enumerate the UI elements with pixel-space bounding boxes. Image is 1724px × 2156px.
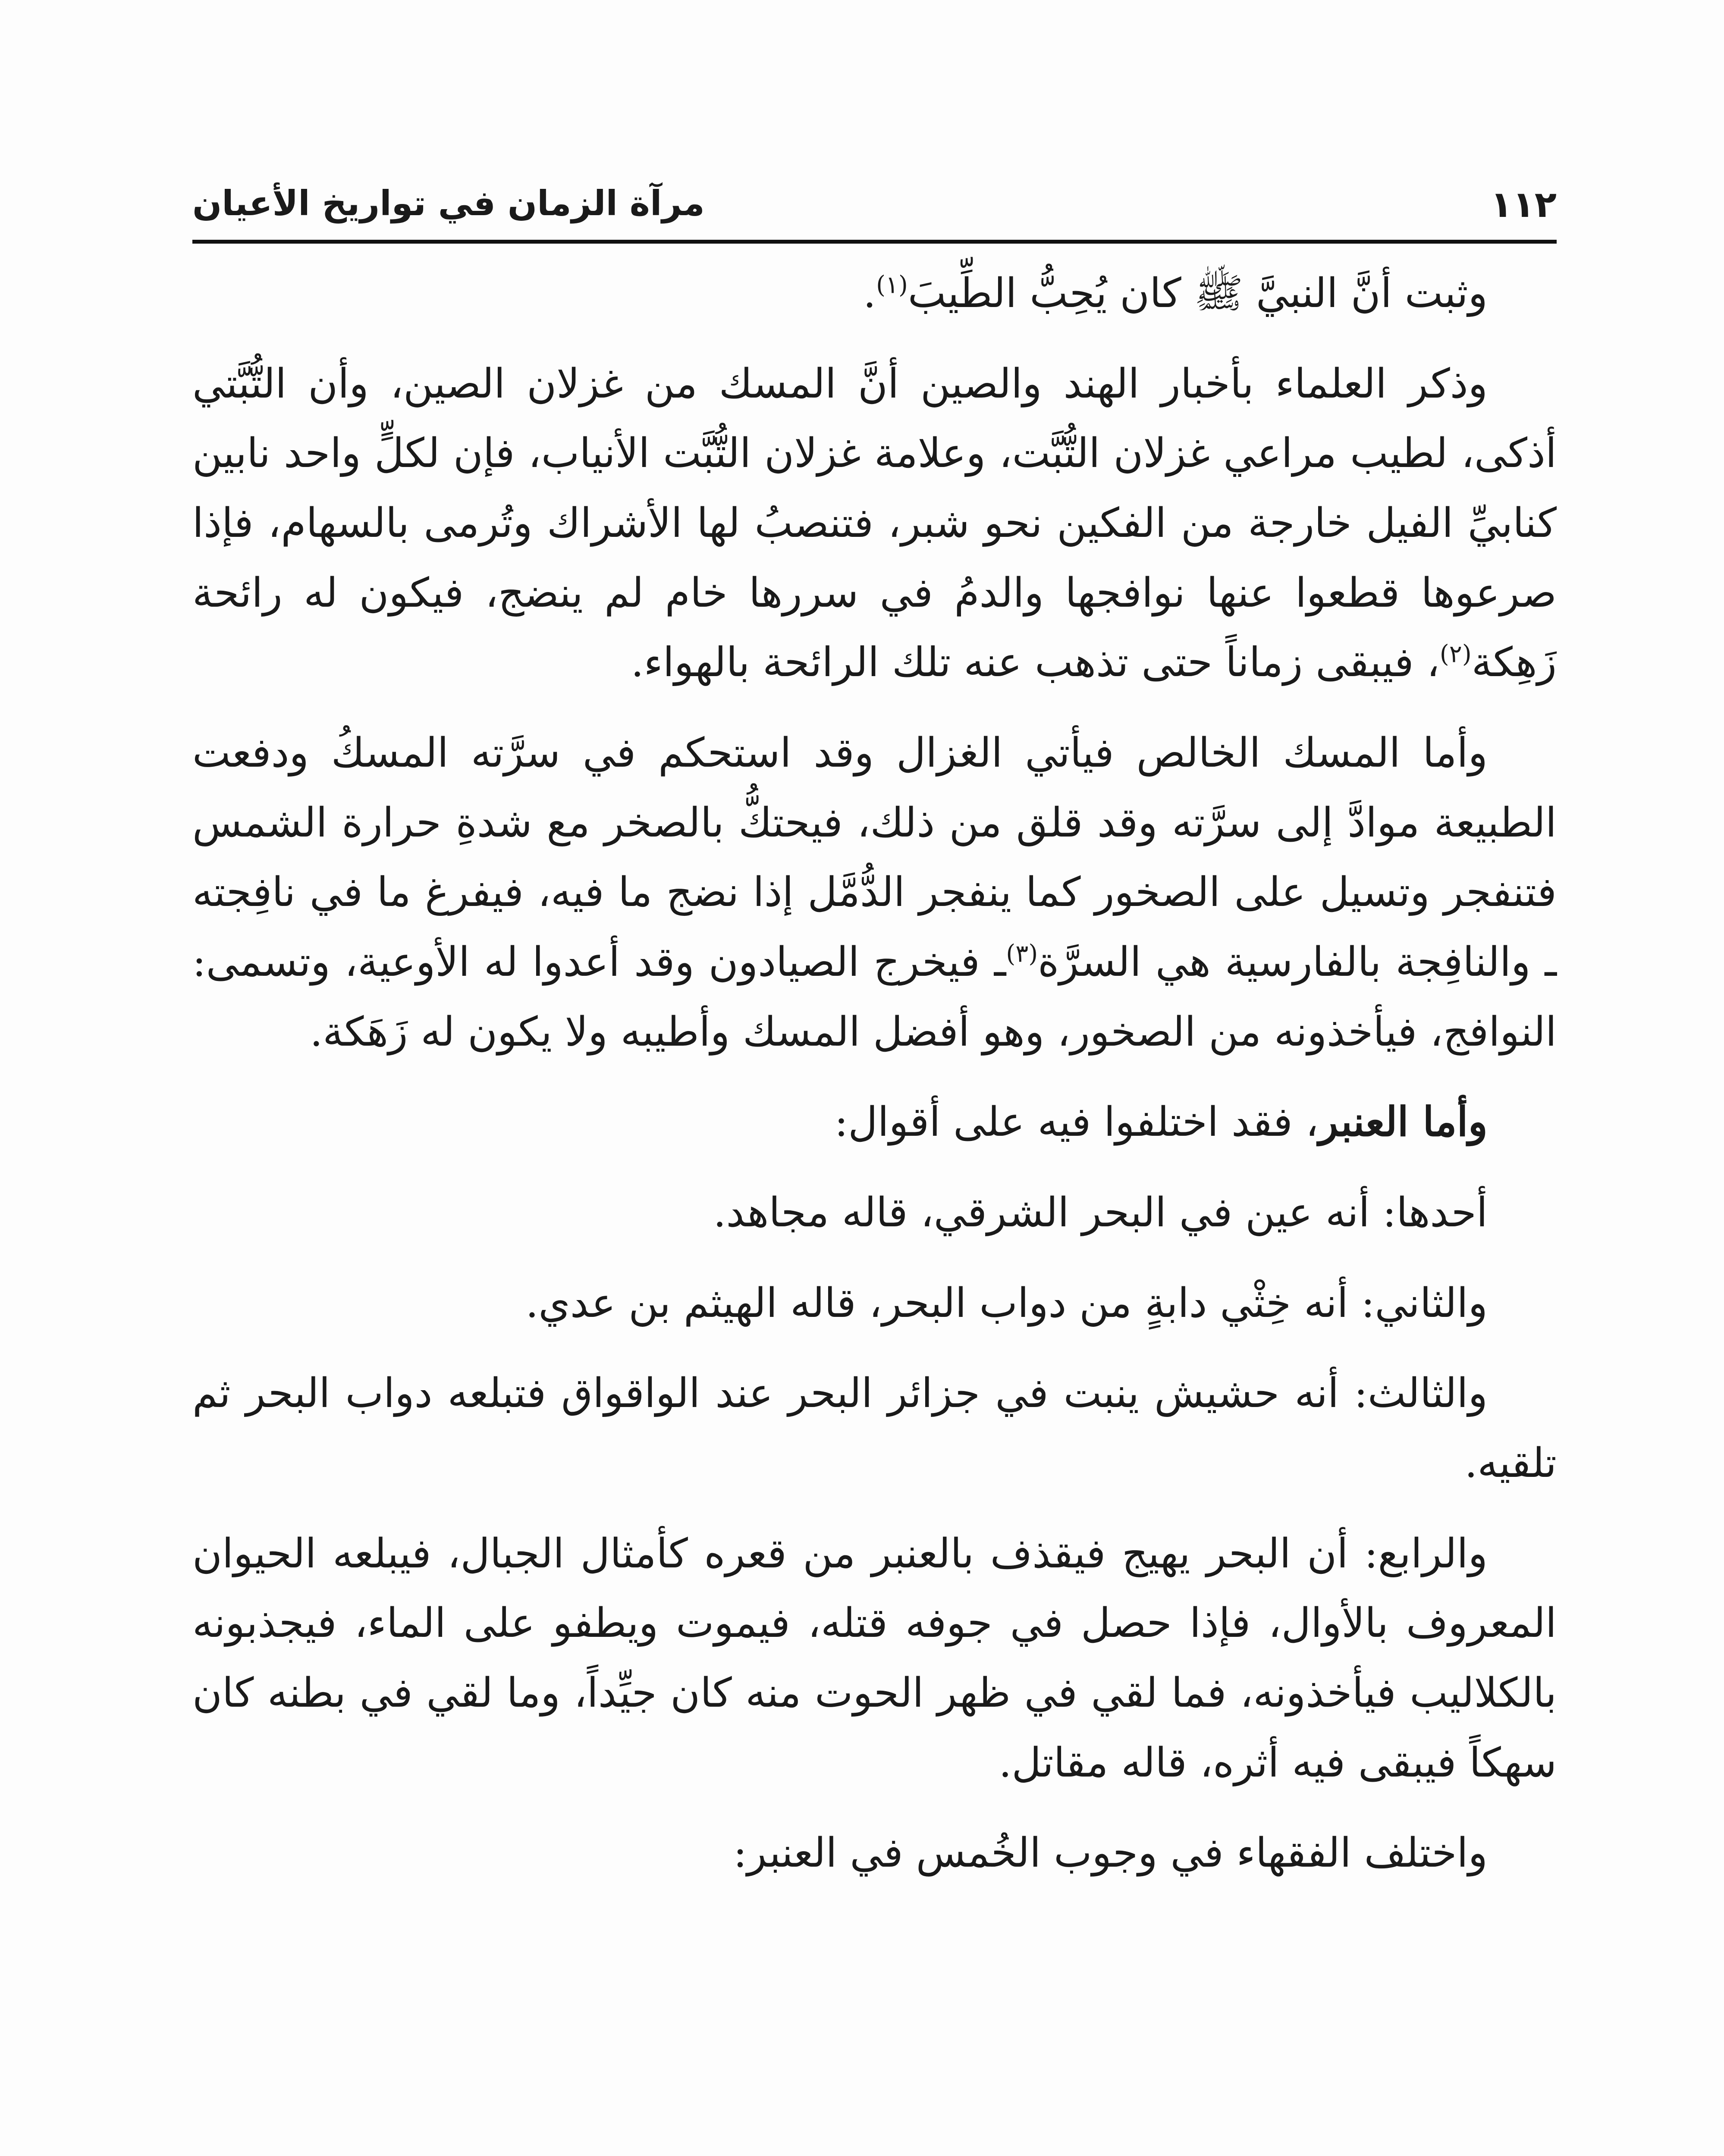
paragraph — [192, 1269, 1557, 1338]
paragraph-tail: . — [863, 270, 876, 317]
footnote-ref[interactable]: (١) — [876, 271, 908, 299]
footnote-ref[interactable]: (٣) — [1006, 940, 1038, 968]
paragraph — [192, 1359, 1557, 1498]
running-title: مرآة الزمان في تواريخ الأعيان — [192, 183, 705, 223]
page-number: ١١٢ — [1490, 183, 1557, 226]
paragraph — [192, 1818, 1557, 1888]
paragraph-text: والثاني: أنه خِثْي دابةٍ من دواب البحر، قاله الهيثم بن عدي. — [525, 1279, 1488, 1327]
paragraph-tail: ، فيبقى زماناً حتى تذهب عنه تلك الرائحة بالهواء. — [631, 639, 1440, 686]
main-text — [192, 259, 1557, 1909]
paragraph-tail: ـ فيخرج الصيادون وقد أعدوا له الأوعية، وتسمى: النوافج، فيأخذونه من الصخور، وهو أفضل المسك وأطيبه ولا يكون له زَهَكة. — [192, 939, 1557, 1056]
paragraph — [192, 349, 1557, 698]
paragraph — [192, 1519, 1557, 1798]
paragraph — [192, 1087, 1557, 1157]
paragraph-text: والثالث: أنه حشيش ينبت في جزائر البحر عند الواقواق فتبلعه دواب البحر ثم تلقيه. — [192, 1370, 1557, 1487]
footnote-ref[interactable]: (٢) — [1439, 640, 1472, 669]
header-rule — [192, 240, 1557, 244]
amber-heading: وأما العنبر — [1319, 1098, 1488, 1146]
paragraph-text: ، فقد اختلفوا فيه على أقوال: — [834, 1099, 1319, 1146]
paragraph-text: والرابع: أن البحر يهيج فيقذف بالعنبر من قعره كأمثال الجبال، فيبلعه الحيوان المعروف بالأوال، فإذا حصل في جوفه قتله، فيموت ويطفو على الماء، فيجذبونه بالكلاليب فيأخذونه، فما لقي في ظهر الحوت منه كان جيِّداً، وما لقي في بطنه كان سهكاً فيبقى فيه أثره، قاله مقاتل. — [192, 1530, 1557, 1786]
paragraph-text: أحدها: أنه عين في البحر الشرقي، قاله مجاهد. — [713, 1189, 1488, 1237]
paragraph-text: واختلف الفقهاء في وجوب الخُمس في العنبر: — [733, 1830, 1488, 1877]
paragraph-text: وذكر العلماء بأخبار الهند والصين أنَّ المسك من غزلان الصين، وأن التُّبَّتي أذكى، لطيب مراعي غزلان التُّبَّت، وعلامة غزلان التُّبَّت الأنياب، فإن لكلٍّ واحد نابين كنابيِّ الفيل خارجة من الفكين نحو شبر، فتنصبُ لها الأشراك وتُرمى بالسهام، فإذا صرعوها قطعوا عنها نوافجها والدمُ في سررها خام لم ينضج، فيكون له رائحة زَهِكة — [192, 360, 1557, 686]
paragraph-text: وأما المسك الخالص فيأتي الغزال وقد استحكم في سرَّته المسكُ ودفعت الطبيعة موادَّ إلى سرَّته وقد قلق من ذلك، فيحتكُّ بالصخر مع شدةِ حرارة الشمس فتنفجر وتسيل على الصخور كما ينفجر الدُّمَّل إذا نضج ما فيه، فيفرغ ما في نافِجته ـ والنافِجة بالفارسية هي السرَّة — [192, 730, 1557, 986]
paragraph-text: وثبت أنَّ النبيَّ ﷺ كان يُحِبُّ الطِّيبَ — [908, 270, 1488, 317]
paragraph — [192, 718, 1557, 1067]
paragraph — [192, 259, 1557, 329]
page-header — [192, 154, 1557, 231]
paragraph — [192, 1178, 1557, 1248]
